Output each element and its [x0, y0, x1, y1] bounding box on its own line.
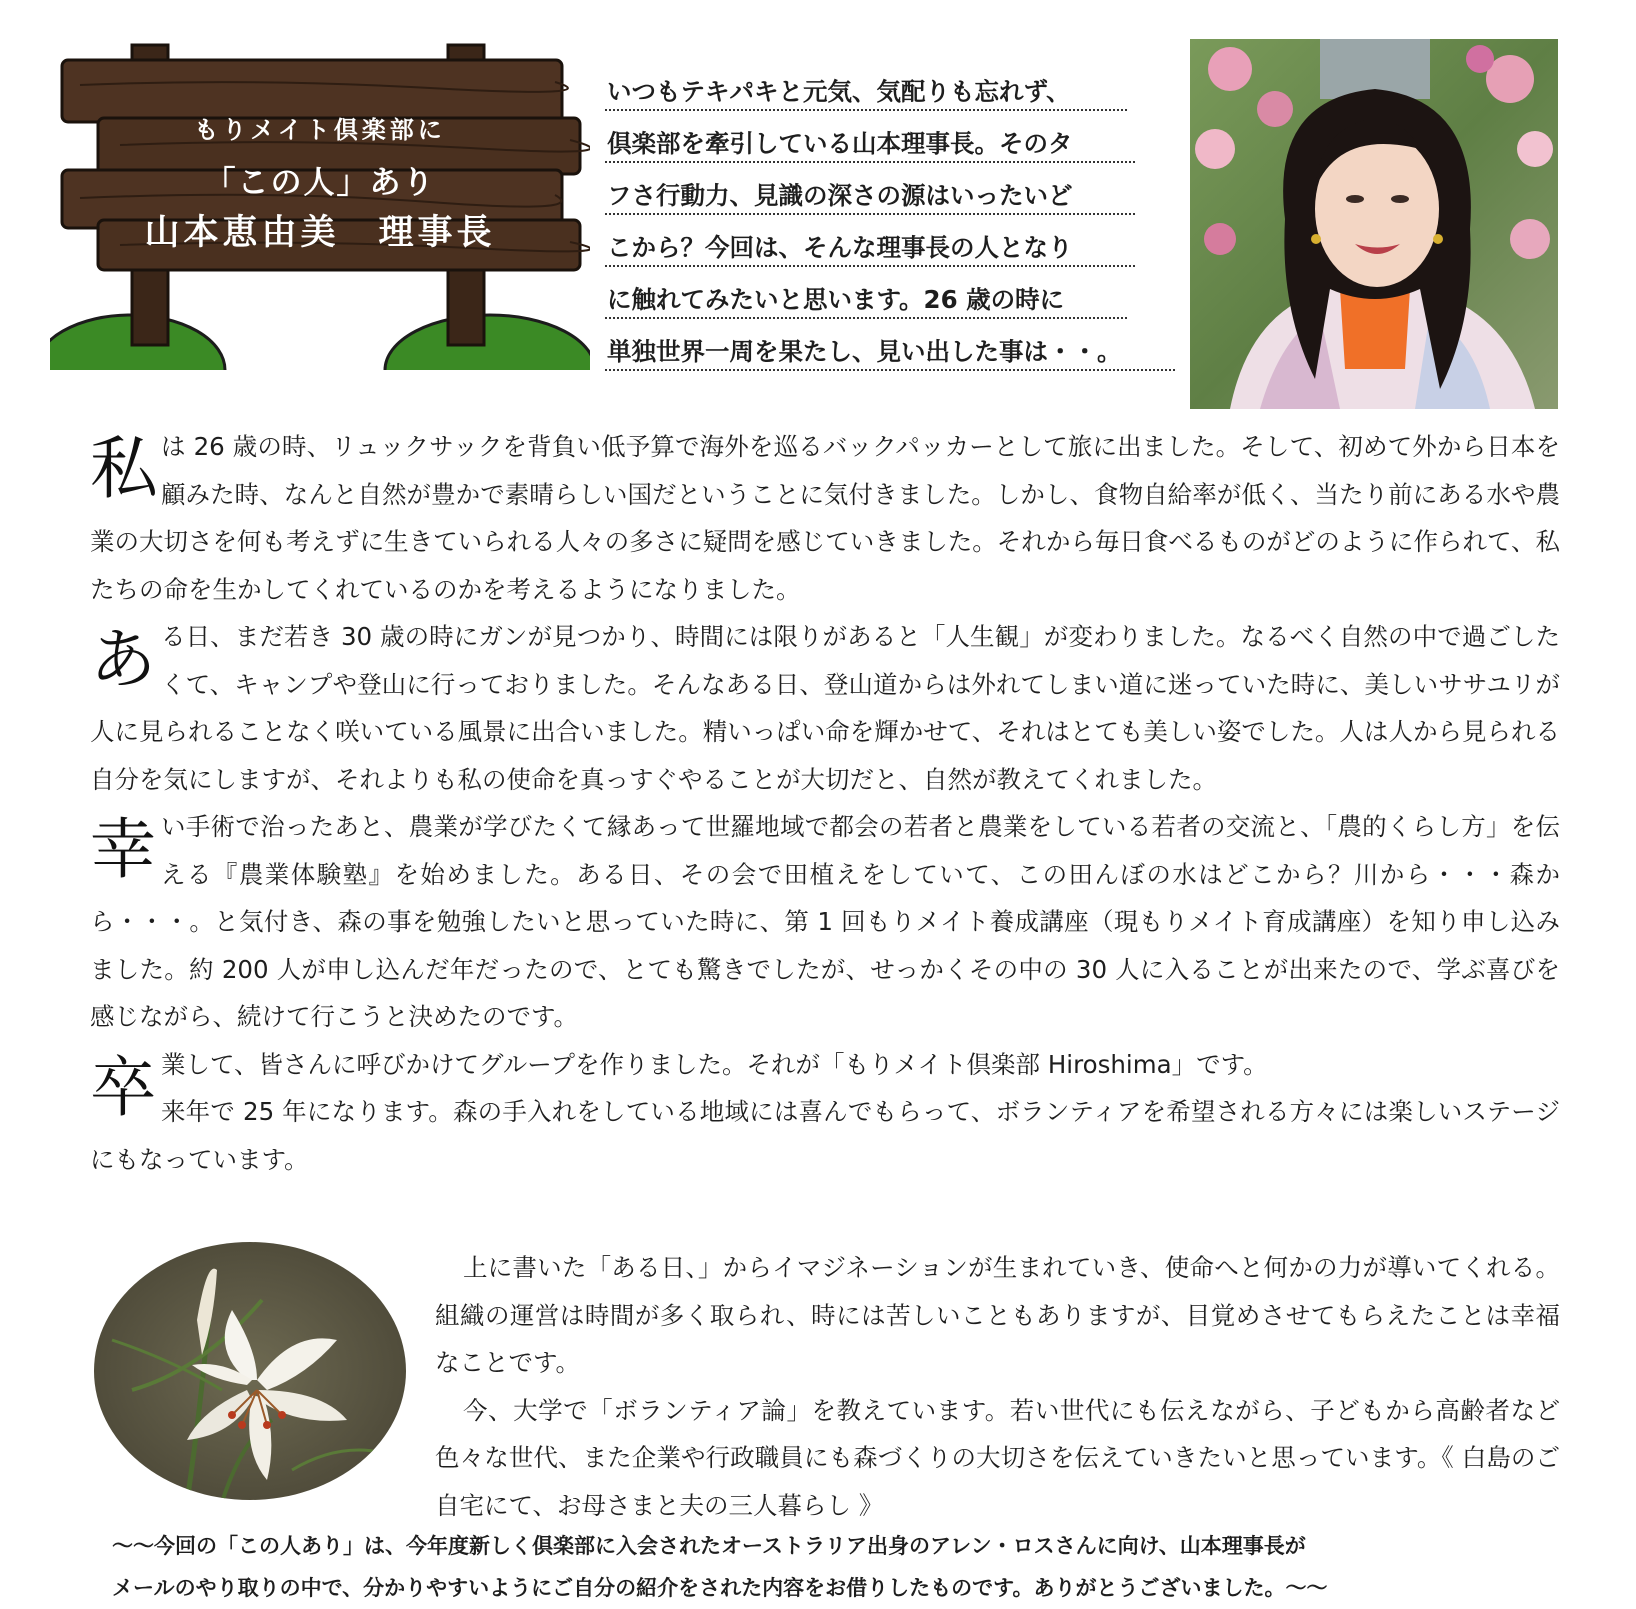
- intro-line: 単独世界一周を果たし、見い出した事は・・。: [605, 334, 1175, 371]
- closing-text: [435, 1244, 1560, 1529]
- lily-icon: [92, 1240, 408, 1502]
- intro-line: フさ行動力、見識の深さの源はいったいど: [605, 178, 1135, 215]
- footer-note: [112, 1525, 1552, 1609]
- intro-line: こから？今回は、そんな理事長の人となり: [605, 230, 1135, 267]
- drop-cap: 卒: [90, 1048, 156, 1126]
- paragraph: [90, 423, 1560, 613]
- intro-block: [605, 74, 1175, 386]
- footer-line-2: メールのやり取りの中で、分かりやすいようにご自分の紹介をされた内容をお借りしたものです。ありがとうございました。～～: [112, 1576, 1328, 1600]
- paragraph-text: 業して、皆さんに呼びかけてグループを作りました。それが「もりメイト倶楽部 Hiroshima」です。: [161, 1049, 1268, 1079]
- lily-photo: [92, 1240, 408, 1502]
- paragraph-text: 来年で 25 年になります。森の手入れをしている地域には喜んでもらって、ボランティアを希望される方々には楽しいステージにもなっています。: [90, 1097, 1560, 1174]
- paragraph: [90, 803, 1560, 1041]
- portrait-icon: [1190, 39, 1558, 409]
- wooden-sign: [50, 40, 590, 370]
- sign-title: 山本恵由美 理事長: [144, 213, 496, 253]
- intro-line: いつもテキパキと元気、気配りも忘れず、: [605, 74, 1127, 111]
- article-body: [90, 423, 1560, 1183]
- closing-paragraph: 上に書いた「ある日、」からイマジネーションが生まれていき、使命へと何かの力が導いてくれる。組織の運営は時間が多く取られ、時には苦しいこともありますが、目覚めさせてもらえたことは幸福なことです。: [435, 1253, 1560, 1377]
- sign-line-2: 「この人」あり: [204, 165, 436, 201]
- drop-cap: 私: [90, 430, 159, 509]
- paragraph: [90, 613, 1560, 803]
- closing-paragraph: 今、大学で「ボランティア論」を教えています。若い世代にも伝えながら、子どもから高齢者など色々な世代、また企業や行政職員にも森づくりの大切さを伝えていきたいと思っています。《 白島のご自宅にて、お母さまと夫の三人暮らし 》: [435, 1395, 1560, 1520]
- intro-line: 倶楽部を牽引している山本理事長。そのタ: [605, 126, 1135, 163]
- paragraph-text: る日、まだ若き 30 歳の時にガンが見つかり、時間には限りがあると「人生観」が変わりました。なるべく自然の中で過ごしたくて、キャンプや登山に行っておりました。そんなある日、登山道からは外れてしまい道に迷っていた時に、美しいササユリが人に見られることなく咲いている風景に出合いました。精いっぱい命を輝かせて、それはとても美しい姿でした。人は人から見られる自分を気にしますが、それよりも私の使命を真っすぐやることが大切だと、自然が教えてくれました。: [90, 622, 1560, 794]
- drop-cap: 幸: [90, 811, 156, 888]
- sign-line-1: もりメイト倶楽部に: [194, 116, 446, 144]
- drop-cap: あ: [90, 621, 156, 698]
- paragraph: [90, 1041, 1560, 1184]
- portrait-photo: [1190, 39, 1558, 409]
- intro-line: に触れてみたいと思います。26 歳の時に: [605, 282, 1127, 319]
- paragraph-text: は 26 歳の時、リュックサックを背負い低予算で海外を巡るバックパッカーとして旅に出ました。そして、初めて外から日本を顧みた時、なんと自然が豊かで素晴らしい国だということに気付きました。しかし、食物自給率が低く、当たり前にある水や農業の大切さを何も考えずに生きていられる人々の多さに疑問を感じていきました。それから毎日食べるものがどのように作られて、私たちの命を生かしてくれているのかを考えるようになりました。: [90, 432, 1560, 604]
- footer-line-1: ～～今回の「この人あり」は、今年度新しく倶楽部に入会されたオーストラリア出身のアレン・ロスさんに向け、山本理事長が: [112, 1534, 1306, 1558]
- paragraph-text: い手術で治ったあと、農業が学びたくて縁あって世羅地域で都会の若者と農業をしている若者の交流と、「農的くらし方」を伝える『農業体験塾』を始めました。ある日、その会で田植えをしていて、この田んぼの水はどこから？川から・・・森から・・・。と気付き、森の事を勉強したいと思っていた時に、第 1 回もりメイト養成講座（現もりメイト育成講座）を知り申し込みました。約 200 人が申し込んだ年だったので、とても驚きでしたが、せっかくその中の 30 人に入ることが出来たので、学ぶ喜びを感じながら、続けて行こうと決めたのです。: [90, 812, 1560, 1031]
